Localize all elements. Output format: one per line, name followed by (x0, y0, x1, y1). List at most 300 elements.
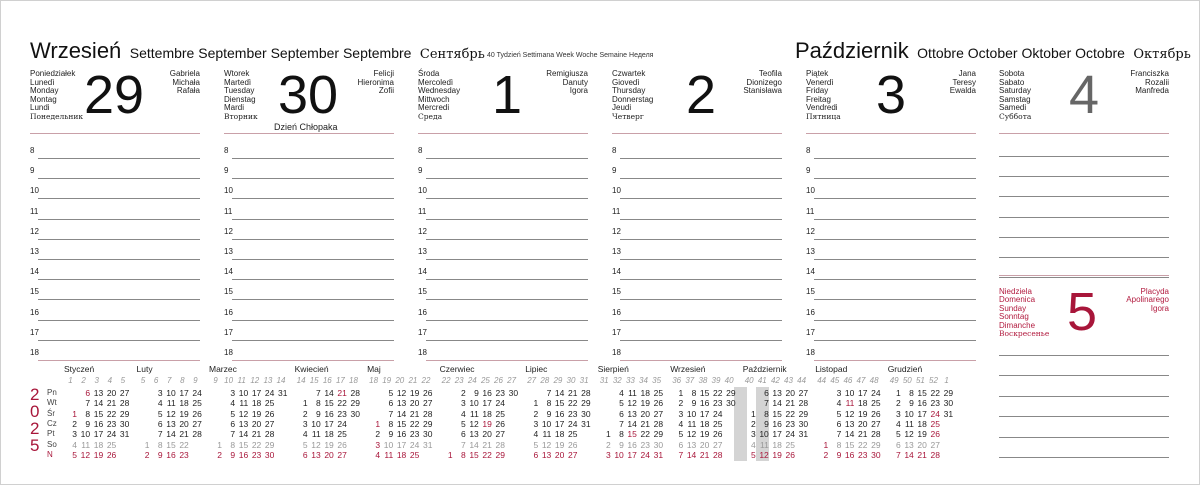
calendar-day[interactable]: 16 (627, 439, 637, 450)
calendar-day[interactable]: 2 (375, 429, 381, 440)
calendar-day[interactable]: 20 (324, 449, 334, 460)
calendar-day[interactable]: 4 (157, 398, 163, 409)
calendar-day[interactable]: 13 (844, 418, 855, 429)
calendar-day[interactable]: 29 (581, 398, 591, 409)
calendar-day[interactable]: 30 (871, 449, 881, 460)
calendar-day[interactable]: 10 (469, 398, 479, 409)
calendar-day[interactable]: 2 (460, 388, 466, 398)
calendar-day[interactable]: 10 (238, 388, 249, 398)
calendar-day[interactable]: 4 (678, 418, 684, 429)
calendar-day[interactable]: 11 (687, 418, 697, 429)
calendar-day[interactable]: 1 (217, 439, 222, 450)
calendar-day[interactable]: 26 (192, 408, 202, 419)
calendar-day[interactable]: 12 (238, 408, 249, 419)
hour-line[interactable] (620, 198, 782, 199)
note-line[interactable] (999, 237, 1169, 238)
calendar-day[interactable]: 9 (230, 449, 236, 460)
calendar-day[interactable]: 14 (772, 398, 782, 409)
calendar-day[interactable]: 2 (144, 449, 150, 460)
calendar-day[interactable]: 12 (469, 418, 479, 429)
calendar-day[interactable]: 8 (230, 439, 236, 450)
calendar-day[interactable]: 29 (119, 408, 130, 419)
calendar-day[interactable]: 10 (311, 418, 321, 429)
calendar-day[interactable]: 5 (619, 398, 624, 409)
calendar-day[interactable]: 22 (713, 388, 723, 398)
calendar-day[interactable]: 23 (337, 408, 347, 419)
calendar-day[interactable]: 23 (568, 408, 578, 419)
calendar-day[interactable]: 19 (917, 429, 927, 440)
calendar-day[interactable]: 16 (772, 418, 782, 429)
calendar-day[interactable]: 24 (337, 418, 347, 429)
calendar-day[interactable]: 23 (785, 418, 795, 429)
calendar-day[interactable]: 4 (750, 439, 756, 450)
calendar-day[interactable]: 21 (785, 398, 795, 409)
calendar-day[interactable]: 19 (324, 439, 334, 450)
calendar-day[interactable]: 20 (106, 388, 117, 398)
calendar-day[interactable]: 23 (713, 398, 723, 409)
calendar-day[interactable]: 24 (106, 429, 117, 440)
calendar-day[interactable]: 9 (474, 388, 479, 398)
calendar-day[interactable]: 20 (482, 429, 492, 440)
calendar-day[interactable]: 17 (396, 439, 407, 450)
calendar-day[interactable]: 13 (93, 388, 104, 398)
calendar-day[interactable]: 19 (858, 408, 868, 419)
calendar-day[interactable]: 9 (546, 408, 552, 419)
hour-line[interactable] (232, 320, 394, 321)
calendar-day[interactable]: 13 (904, 439, 914, 450)
hour-line[interactable] (232, 219, 394, 220)
calendar-day[interactable]: 18 (772, 439, 782, 450)
calendar-day[interactable]: 7 (388, 408, 394, 419)
note-line[interactable] (999, 277, 1169, 278)
calendar-day[interactable]: 28 (930, 449, 940, 460)
calendar-day[interactable]: 1 (605, 429, 611, 440)
calendar-day[interactable]: 18 (396, 449, 407, 460)
calendar-day[interactable]: 16 (554, 408, 565, 419)
calendar-day[interactable]: 5 (230, 408, 236, 419)
calendar-day[interactable]: 26 (871, 408, 881, 419)
calendar-day[interactable]: 3 (895, 408, 901, 419)
hour-line[interactable] (814, 259, 976, 260)
calendar-day[interactable]: 22 (482, 449, 492, 460)
calendar-day[interactable]: 20 (858, 418, 868, 429)
calendar-day[interactable]: 28 (871, 429, 881, 440)
calendar-day[interactable]: 11 (628, 388, 637, 398)
calendar-day[interactable]: 21 (640, 418, 650, 429)
calendar-day[interactable]: 16 (238, 449, 249, 460)
hour-line[interactable] (620, 178, 782, 179)
calendar-day[interactable]: 1 (447, 449, 453, 460)
calendar-day[interactable]: 6 (302, 449, 308, 460)
calendar-day[interactable]: 1 (895, 388, 901, 398)
hour-line[interactable] (232, 279, 394, 280)
calendar-day[interactable]: 12 (686, 429, 697, 440)
calendar-day[interactable]: 20 (251, 418, 262, 429)
calendar-day[interactable]: 24 (785, 429, 795, 440)
calendar-day[interactable]: 2 (678, 398, 684, 409)
calendar-day[interactable]: 19 (772, 449, 782, 460)
hour-line[interactable] (426, 158, 588, 159)
hour-line[interactable] (620, 299, 782, 300)
calendar-day[interactable]: 29 (726, 388, 736, 398)
calendar-day[interactable]: 17 (179, 388, 189, 398)
calendar-day[interactable]: 15 (396, 418, 407, 429)
calendar-day[interactable]: 15 (238, 439, 249, 450)
calendar-day[interactable]: 5 (895, 429, 901, 440)
calendar-day[interactable]: 15 (469, 449, 479, 460)
calendar-day[interactable]: 11 (166, 398, 176, 409)
calendar-day[interactable]: 9 (388, 429, 394, 440)
calendar-day[interactable]: 30 (508, 388, 519, 398)
calendar-day[interactable]: 22 (640, 429, 650, 440)
calendar-day[interactable]: 22 (409, 418, 420, 429)
calendar-day[interactable]: 11 (384, 449, 394, 460)
calendar-day[interactable]: 20 (699, 439, 710, 450)
calendar-day[interactable]: 5 (678, 429, 684, 440)
calendar-day[interactable]: 13 (686, 439, 697, 450)
calendar-day[interactable]: 21 (482, 439, 492, 450)
calendar-day[interactable]: 3 (72, 429, 77, 440)
calendar-day[interactable]: 5 (388, 388, 394, 398)
calendar-day[interactable]: 2 (533, 408, 539, 419)
calendar-day[interactable]: 19 (554, 439, 565, 450)
note-line[interactable] (999, 416, 1169, 417)
calendar-day[interactable]: 6 (764, 388, 769, 398)
calendar-day[interactable]: 27 (423, 398, 433, 409)
calendar-day[interactable]: 18 (93, 439, 104, 450)
calendar-day[interactable]: 28 (581, 388, 591, 398)
calendar-day[interactable]: 15 (324, 398, 334, 409)
calendar-day[interactable]: 28 (798, 398, 809, 409)
calendar-day[interactable]: 3 (750, 429, 756, 440)
calendar-day[interactable]: 17 (772, 429, 782, 440)
calendar-day[interactable]: 8 (85, 408, 91, 419)
calendar-day[interactable]: 19 (482, 418, 492, 429)
calendar-day[interactable]: 6 (836, 418, 842, 429)
calendar-day[interactable]: 3 (157, 388, 163, 398)
calendar-day[interactable]: 16 (917, 398, 927, 409)
calendar-day[interactable]: 14 (844, 429, 855, 440)
calendar-day[interactable]: 8 (546, 398, 552, 409)
calendar-day[interactable]: 25 (871, 398, 881, 409)
calendar-day[interactable]: 3 (605, 449, 611, 460)
calendar-day[interactable]: 19 (179, 408, 189, 419)
calendar-day[interactable]: 9 (836, 449, 842, 460)
hour-line[interactable] (232, 158, 394, 159)
calendar-day[interactable]: 16 (844, 449, 855, 460)
hour-line[interactable] (38, 219, 200, 220)
calendar-day[interactable]: 6 (157, 418, 163, 429)
calendar-day[interactable]: 14 (238, 429, 249, 440)
calendar-day[interactable]: 27 (568, 449, 578, 460)
calendar-day[interactable]: 30 (350, 408, 360, 419)
calendar-day[interactable]: 20 (554, 449, 565, 460)
calendar-day[interactable]: 17 (627, 449, 637, 460)
calendar-day[interactable]: 3 (460, 398, 466, 409)
calendar-day[interactable]: 16 (396, 429, 407, 440)
calendar-day[interactable]: 21 (699, 449, 710, 460)
calendar-day[interactable]: 18 (554, 429, 565, 440)
calendar-day[interactable]: 4 (533, 429, 539, 440)
note-line[interactable] (999, 457, 1169, 458)
calendar-day[interactable]: 27 (713, 439, 723, 450)
calendar-day[interactable]: 6 (533, 449, 539, 460)
calendar-day[interactable]: 29 (264, 439, 275, 450)
calendar-day[interactable]: 19 (640, 398, 650, 409)
calendar-day[interactable]: 17 (324, 418, 334, 429)
calendar-day[interactable]: 15 (554, 398, 565, 409)
calendar-day[interactable]: 30 (119, 418, 130, 429)
hour-line[interactable] (814, 178, 976, 179)
calendar-day[interactable]: 24 (409, 439, 420, 450)
calendar-day[interactable]: 14 (904, 449, 914, 460)
note-line[interactable] (999, 396, 1169, 397)
calendar-day[interactable]: 28 (713, 449, 723, 460)
hour-line[interactable] (38, 259, 200, 260)
calendar-day[interactable]: 7 (157, 429, 163, 440)
hour-line[interactable] (232, 299, 394, 300)
hour-line[interactable] (38, 279, 200, 280)
calendar-day[interactable]: 3 (836, 388, 842, 398)
calendar-day[interactable]: 7 (230, 429, 236, 440)
calendar-day[interactable]: 26 (713, 429, 723, 440)
calendar-day[interactable]: 7 (546, 388, 552, 398)
calendar-day[interactable]: 24 (568, 418, 578, 429)
calendar-day[interactable]: 20 (179, 418, 189, 429)
calendar-day[interactable]: 25 (337, 429, 347, 440)
calendar-day[interactable]: 25 (495, 408, 505, 419)
calendar-day[interactable]: 10 (166, 388, 176, 398)
hour-line[interactable] (232, 198, 394, 199)
calendar-day[interactable]: 19 (409, 388, 420, 398)
calendar-day[interactable]: 1 (302, 398, 308, 409)
hour-line[interactable] (38, 299, 200, 300)
calendar-day[interactable]: 30 (726, 398, 736, 409)
calendar-day[interactable]: 9 (764, 418, 769, 429)
calendar-day[interactable]: 1 (144, 439, 150, 450)
calendar-day[interactable]: 17 (917, 408, 927, 419)
calendar-day[interactable]: 22 (858, 439, 868, 450)
calendar-day[interactable]: 22 (337, 398, 347, 409)
calendar-day[interactable]: 12 (396, 388, 407, 398)
calendar-day[interactable]: 14 (93, 398, 104, 409)
hour-line[interactable] (38, 198, 200, 199)
calendar-day[interactable]: 11 (469, 408, 479, 419)
calendar-day[interactable]: 14 (686, 449, 697, 460)
calendar-day[interactable]: 11 (81, 439, 91, 450)
calendar-day[interactable]: 3 (533, 418, 539, 429)
calendar-day[interactable]: 19 (251, 408, 262, 419)
calendar-day[interactable]: 5 (72, 449, 77, 460)
calendar-day[interactable]: 20 (640, 408, 650, 419)
calendar-day[interactable]: 6 (678, 439, 684, 450)
calendar-day[interactable]: 1 (678, 388, 684, 398)
calendar-day[interactable]: 1 (533, 398, 539, 409)
calendar-day[interactable]: 12 (627, 398, 637, 409)
calendar-day[interactable]: 26 (653, 398, 664, 409)
calendar-day[interactable]: 1 (750, 408, 756, 419)
hour-line[interactable] (232, 259, 394, 260)
calendar-day[interactable]: 26 (106, 449, 117, 460)
calendar-day[interactable]: 17 (858, 388, 868, 398)
calendar-day[interactable]: 11 (904, 418, 914, 429)
calendar-day[interactable]: 15 (699, 388, 710, 398)
calendar-day[interactable]: 12 (904, 429, 914, 440)
calendar-day[interactable]: 21 (106, 398, 117, 409)
calendar-day[interactable]: 9 (85, 418, 91, 429)
calendar-day[interactable]: 24 (871, 388, 881, 398)
calendar-day[interactable]: 6 (460, 429, 466, 440)
calendar-day[interactable]: 30 (653, 439, 664, 450)
hour-line[interactable] (232, 178, 394, 179)
hour-line[interactable] (814, 299, 976, 300)
calendar-day[interactable]: 15 (627, 429, 637, 440)
calendar-day[interactable]: 28 (350, 388, 360, 398)
hour-line[interactable] (620, 219, 782, 220)
calendar-day[interactable]: 31 (423, 439, 433, 450)
calendar-day[interactable]: 27 (798, 388, 809, 398)
calendar-day[interactable]: 13 (469, 429, 479, 440)
calendar-day[interactable]: 28 (423, 408, 433, 419)
calendar-day[interactable]: 5 (836, 408, 842, 419)
hour-line[interactable] (620, 279, 782, 280)
hour-line[interactable] (620, 158, 782, 159)
calendar-day[interactable]: 7 (836, 429, 842, 440)
calendar-day[interactable]: 4 (619, 388, 624, 398)
calendar-day[interactable]: 31 (581, 418, 591, 429)
calendar-day[interactable]: 23 (179, 449, 189, 460)
calendar-day[interactable]: 5 (157, 408, 163, 419)
calendar-day[interactable]: 8 (619, 429, 624, 440)
calendar-day[interactable]: 9 (619, 439, 624, 450)
calendar-day[interactable]: 28 (653, 418, 664, 429)
calendar-day[interactable]: 8 (388, 418, 394, 429)
calendar-day[interactable]: 15 (844, 439, 855, 450)
hour-line[interactable] (426, 299, 588, 300)
calendar-day[interactable]: 25 (409, 449, 420, 460)
calendar-day[interactable]: 26 (495, 418, 505, 429)
calendar-day[interactable]: 4 (895, 418, 901, 429)
calendar-day[interactable]: 8 (909, 388, 914, 398)
calendar-day[interactable]: 7 (85, 398, 91, 409)
calendar-day[interactable]: 14 (396, 408, 407, 419)
calendar-day[interactable]: 21 (568, 388, 578, 398)
calendar-day[interactable]: 24 (930, 408, 940, 419)
note-line[interactable] (999, 196, 1169, 197)
calendar-day[interactable]: 2 (605, 439, 611, 450)
calendar-day[interactable]: 15 (93, 408, 104, 419)
calendar-day[interactable]: 26 (930, 429, 940, 440)
calendar-day[interactable]: 26 (568, 439, 578, 450)
note-line[interactable] (999, 156, 1169, 157)
calendar-day[interactable]: 28 (264, 429, 275, 440)
calendar-day[interactable]: 21 (337, 388, 347, 398)
calendar-day[interactable]: 30 (798, 418, 809, 429)
hour-line[interactable] (426, 239, 588, 240)
calendar-day[interactable]: 28 (192, 429, 202, 440)
calendar-day[interactable]: 18 (858, 398, 868, 409)
calendar-day[interactable]: 25 (192, 398, 202, 409)
calendar-day[interactable]: 16 (324, 408, 334, 419)
calendar-day[interactable]: 27 (337, 449, 347, 460)
calendar-day[interactable]: 20 (409, 398, 420, 409)
calendar-day[interactable]: 1 (72, 408, 77, 419)
calendar-day[interactable]: 3 (375, 439, 381, 450)
calendar-day[interactable]: 21 (917, 449, 927, 460)
calendar-day[interactable]: 25 (930, 418, 940, 429)
calendar-day[interactable]: 8 (460, 449, 466, 460)
hour-line[interactable] (38, 158, 200, 159)
calendar-day[interactable]: 15 (917, 388, 927, 398)
calendar-day[interactable]: 2 (750, 418, 756, 429)
calendar-day[interactable]: 8 (157, 439, 163, 450)
calendar-day[interactable]: 20 (917, 439, 927, 450)
hour-line[interactable] (814, 198, 976, 199)
calendar-day[interactable]: 23 (251, 449, 262, 460)
calendar-day[interactable]: 26 (785, 449, 795, 460)
calendar-day[interactable]: 7 (764, 398, 769, 409)
calendar-day[interactable]: 24 (495, 398, 505, 409)
calendar-day[interactable]: 27 (192, 418, 202, 429)
note-line[interactable] (999, 217, 1169, 218)
hour-line[interactable] (814, 158, 976, 159)
calendar-day[interactable]: 17 (554, 418, 565, 429)
calendar-day[interactable]: 13 (396, 398, 407, 409)
calendar-day[interactable]: 24 (713, 408, 723, 419)
calendar-day[interactable]: 11 (759, 439, 769, 450)
calendar-day[interactable]: 6 (230, 418, 236, 429)
calendar-day[interactable]: 10 (383, 439, 394, 450)
calendar-day[interactable]: 29 (350, 398, 360, 409)
calendar-day[interactable]: 7 (619, 418, 624, 429)
hour-line[interactable] (620, 320, 782, 321)
calendar-day[interactable]: 26 (264, 408, 275, 419)
calendar-day[interactable]: 18 (324, 429, 334, 440)
calendar-day[interactable]: 29 (943, 388, 954, 398)
calendar-day[interactable]: 12 (541, 439, 552, 450)
calendar-day[interactable]: 10 (844, 388, 855, 398)
hour-line[interactable] (620, 259, 782, 260)
calendar-day[interactable]: 13 (311, 449, 321, 460)
calendar-day[interactable]: 29 (798, 408, 809, 419)
calendar-day[interactable]: 21 (179, 429, 189, 440)
hour-line[interactable] (232, 239, 394, 240)
hour-line[interactable] (38, 239, 200, 240)
calendar-day[interactable]: 23 (930, 398, 940, 409)
calendar-day[interactable]: 22 (930, 388, 940, 398)
calendar-day[interactable]: 27 (264, 418, 275, 429)
calendar-day[interactable]: 9 (157, 449, 163, 460)
calendar-day[interactable]: 18 (640, 388, 650, 398)
calendar-day[interactable]: 5 (460, 418, 466, 429)
calendar-day[interactable]: 30 (264, 449, 275, 460)
calendar-day[interactable]: 27 (930, 439, 940, 450)
calendar-day[interactable]: 25 (653, 388, 664, 398)
calendar-day[interactable]: 3 (230, 388, 236, 398)
calendar-day[interactable]: 18 (179, 398, 189, 409)
calendar-day[interactable]: 4 (836, 398, 842, 409)
calendar-day[interactable]: 7 (460, 439, 466, 450)
calendar-day[interactable]: 18 (251, 398, 262, 409)
calendar-day[interactable]: 21 (409, 408, 420, 419)
calendar-day[interactable]: 30 (423, 429, 433, 440)
calendar-day[interactable]: 31 (653, 449, 664, 460)
calendar-day[interactable]: 13 (166, 418, 176, 429)
calendar-day[interactable]: 24 (192, 388, 202, 398)
calendar-day[interactable]: 11 (239, 398, 249, 409)
calendar-day[interactable]: 7 (315, 388, 321, 398)
calendar-day[interactable]: 6 (619, 408, 624, 419)
